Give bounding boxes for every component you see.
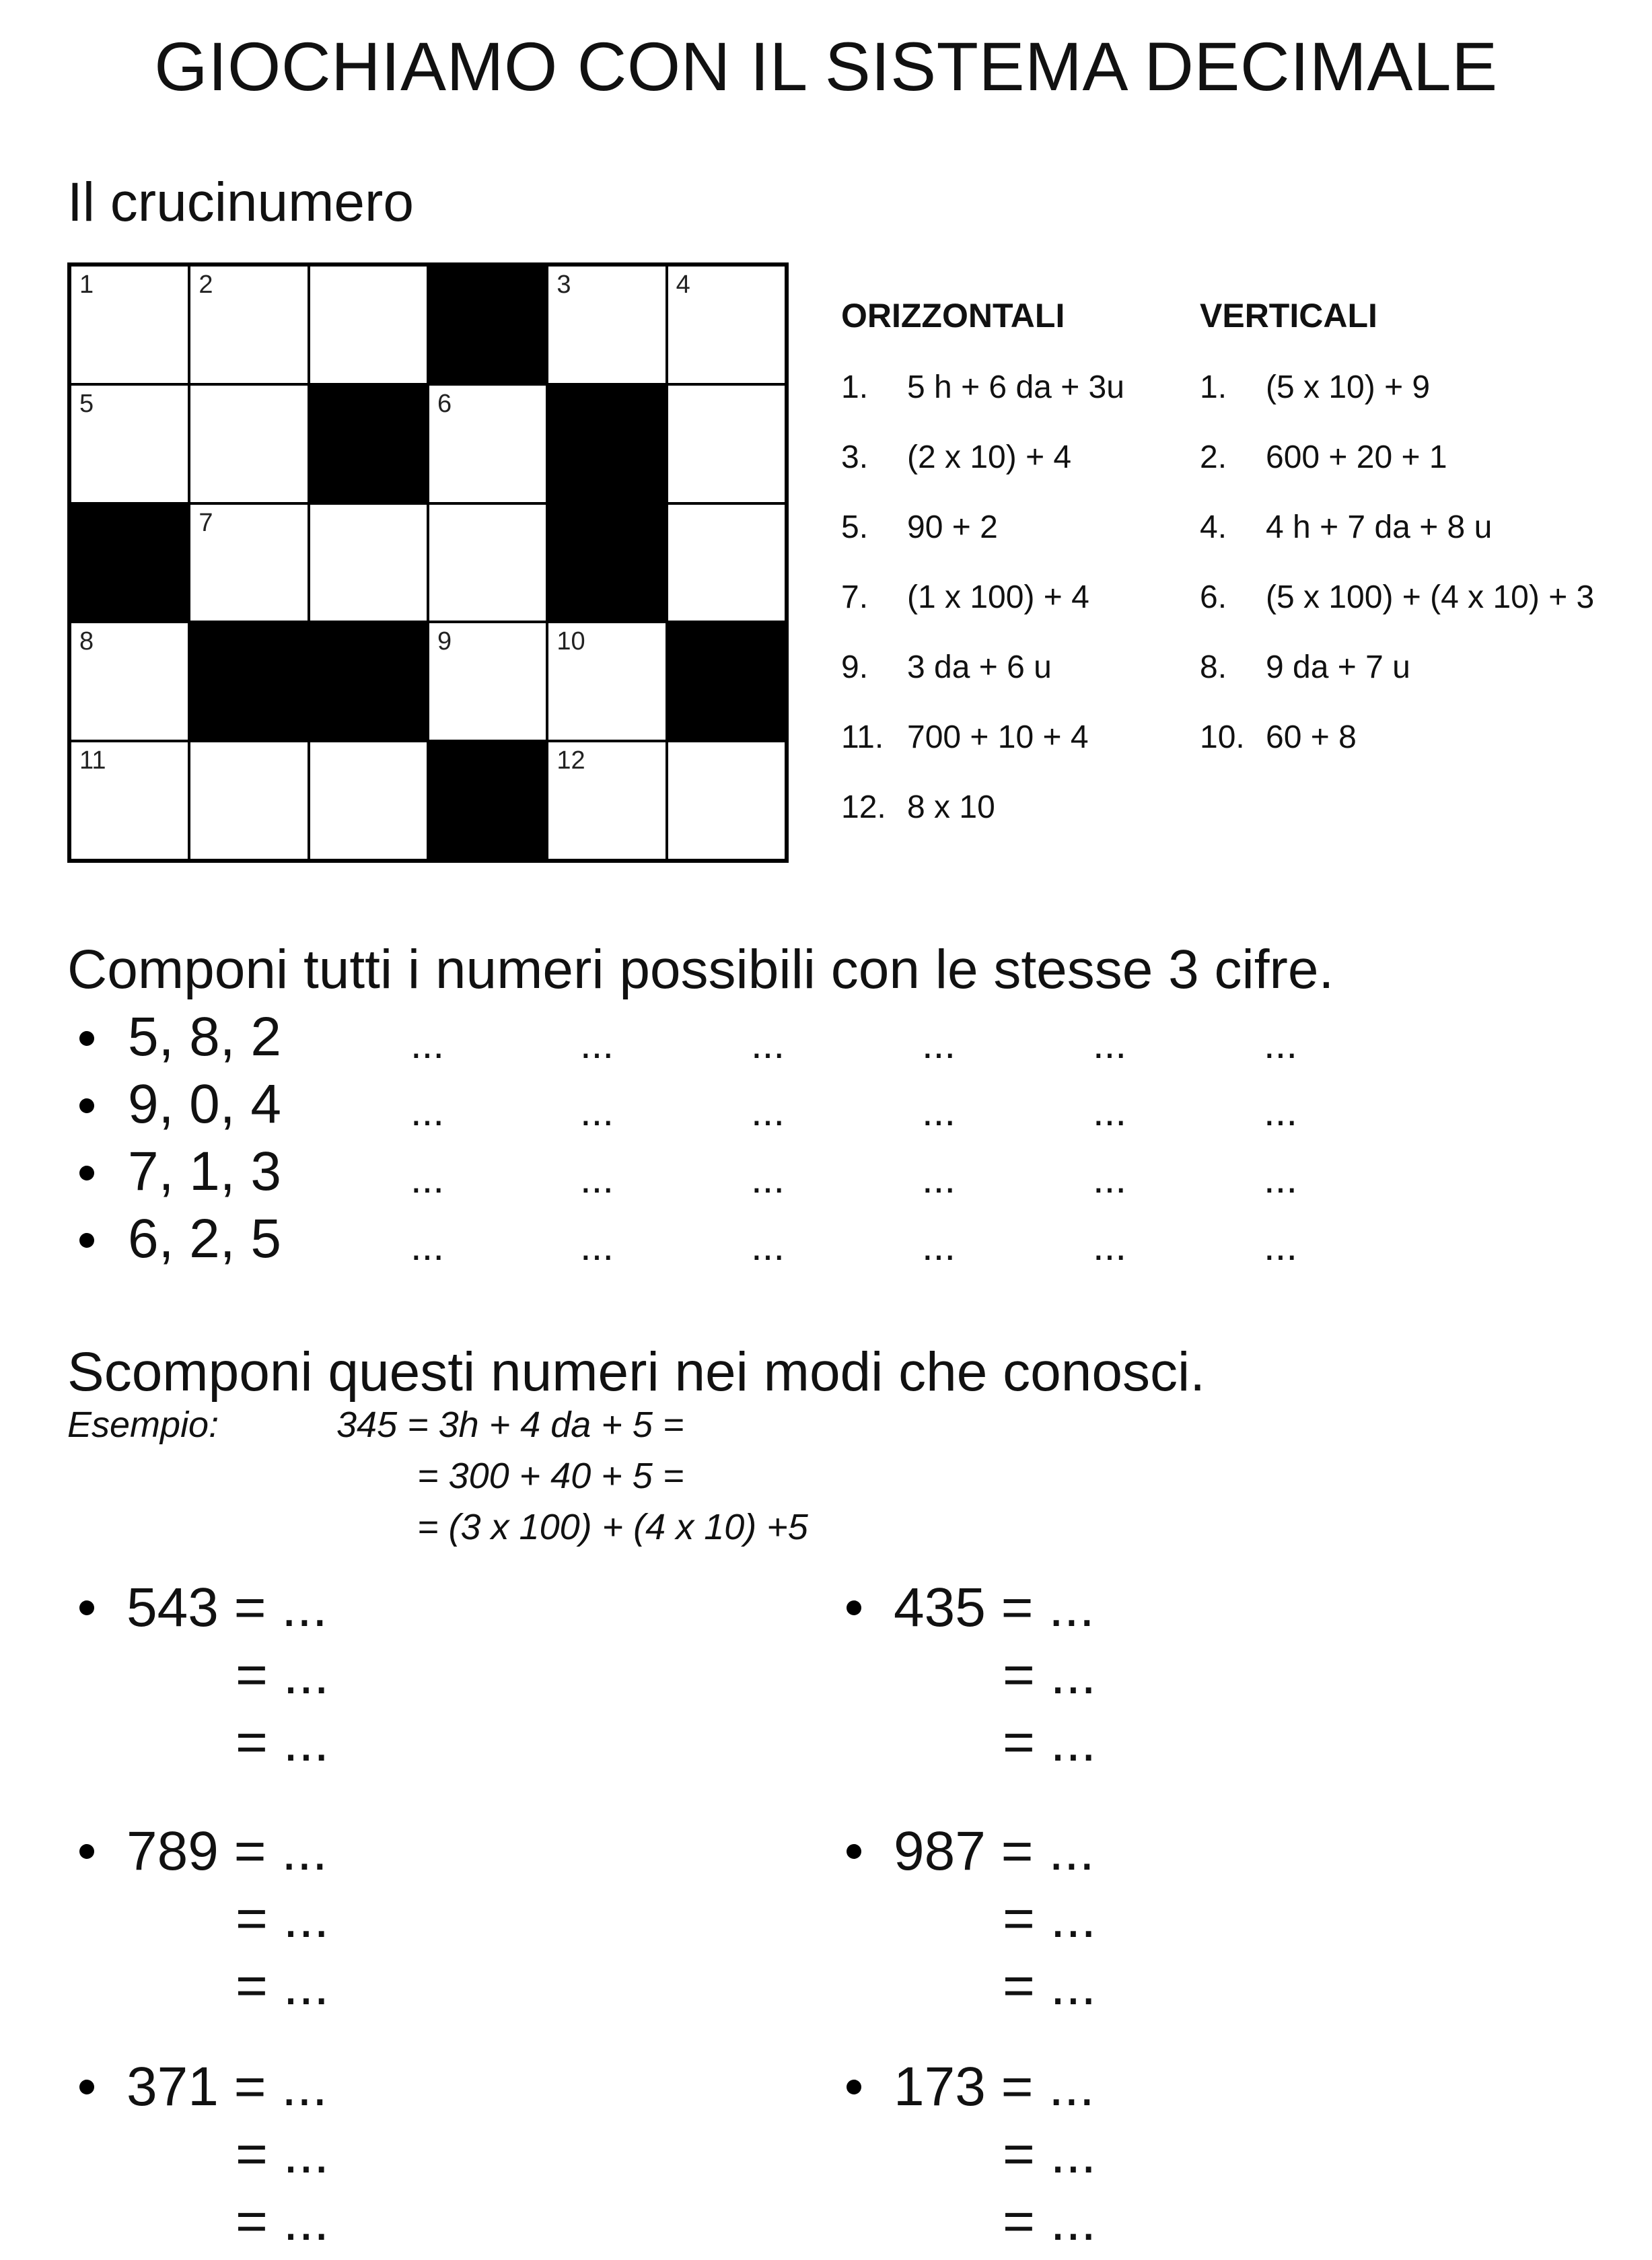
- decompose-number: 435 = ...: [894, 1577, 1095, 1638]
- clue-text: 700 + 10 + 4: [907, 719, 1089, 755]
- answer-blank[interactable]: ...: [751, 1089, 785, 1134]
- clue-number: 7.: [841, 579, 869, 615]
- crossword-cell[interactable]: [70, 741, 189, 860]
- crossword-black-cell: [428, 265, 547, 384]
- decompose-number: 789 = ...: [127, 1821, 328, 1882]
- answer-blank[interactable]: ...: [580, 1089, 614, 1134]
- decompose-number: 543 = ...: [127, 1577, 328, 1638]
- answer-blank[interactable]: ...: [751, 1022, 785, 1067]
- bullet-icon: [79, 1098, 94, 1113]
- clue-number: 2.: [1200, 439, 1227, 475]
- bullet-icon: [847, 2080, 861, 2094]
- crossword-cell[interactable]: [189, 384, 308, 503]
- answer-blank[interactable]: ...: [1264, 1022, 1298, 1067]
- crossword-cell[interactable]: [70, 265, 189, 384]
- decompose-blank[interactable]: = ...: [1003, 1955, 1097, 2016]
- across-heading: ORIZZONTALI: [841, 297, 1065, 334]
- cell-number: 4: [676, 271, 690, 299]
- cell-number: 3: [556, 271, 571, 299]
- clue-item: [1200, 579, 1594, 616]
- clue-item: [1200, 649, 1410, 686]
- clue-text: 4 h + 7 da + 8 u: [1266, 509, 1493, 545]
- crossword-black-cell: [309, 622, 428, 741]
- cell-number: 11: [79, 746, 106, 775]
- crossword-black-cell: [189, 622, 308, 741]
- decompose-heading: Scomponi questi numeri nei modi che conosci.: [67, 1341, 1205, 1403]
- clue-text: 8 x 10: [907, 789, 995, 825]
- page-title: GIOCHIAMO CON IL SISTEMA DECIMALE: [154, 28, 1498, 105]
- crossword-cell[interactable]: [309, 503, 428, 623]
- answer-blank[interactable]: ...: [922, 1224, 956, 1269]
- clue-item: [1200, 439, 1447, 476]
- clue-text: (2 x 10) + 4: [907, 439, 1072, 475]
- decompose-blank[interactable]: = ...: [236, 2191, 330, 2252]
- bullet-icon: [79, 1844, 94, 1859]
- decompose-blank[interactable]: = ...: [1003, 1888, 1097, 1949]
- answer-blank[interactable]: ...: [751, 1156, 785, 1201]
- crossword-cell[interactable]: [189, 265, 308, 384]
- digit-set: 7, 1, 3: [128, 1141, 281, 1202]
- crossword-black-cell: [667, 622, 786, 741]
- clue-number: 3.: [841, 439, 869, 475]
- clue-item: [841, 439, 1071, 476]
- cell-number: 5: [79, 389, 94, 418]
- cell-number: 12: [556, 746, 585, 775]
- clue-number: 5.: [841, 509, 869, 545]
- crossword-cell[interactable]: [428, 503, 547, 623]
- clue-item: [841, 369, 1124, 406]
- crossword-cell[interactable]: [189, 741, 308, 860]
- clue-number: 1.: [1200, 369, 1227, 405]
- answer-blank[interactable]: ...: [410, 1156, 445, 1201]
- answer-blank[interactable]: ...: [580, 1022, 614, 1067]
- answer-blank[interactable]: ...: [1093, 1156, 1127, 1201]
- decompose-blank[interactable]: = ...: [236, 2123, 330, 2185]
- example-line: 345 = 3h + 4 da + 5 =: [336, 1405, 684, 1445]
- compose-heading: Componi tutti i numeri possibili con le stesse 3 cifre.: [67, 939, 1334, 1000]
- decompose-number: 371 = ...: [127, 2056, 328, 2117]
- cell-number: 9: [437, 627, 452, 656]
- bullet-icon: [847, 1844, 861, 1859]
- bullet-icon: [79, 1031, 94, 1046]
- decompose-blank[interactable]: = ...: [236, 1711, 330, 1773]
- cell-number: 8: [79, 627, 94, 656]
- clue-text: 60 + 8: [1266, 719, 1357, 755]
- crossword-black-cell: [547, 384, 666, 503]
- cell-number: 7: [199, 508, 213, 537]
- clue-number: 6.: [1200, 579, 1227, 615]
- crossword-grid: [67, 262, 789, 863]
- clue-text: 600 + 20 + 1: [1266, 439, 1447, 475]
- crossword-cell[interactable]: [70, 622, 189, 741]
- crossword-cell[interactable]: [428, 384, 547, 503]
- answer-blank[interactable]: ...: [1264, 1156, 1298, 1201]
- decompose-blank[interactable]: = ...: [236, 1955, 330, 2016]
- example-line: = (3 x 100) + (4 x 10) +5: [417, 1507, 808, 1547]
- crossword-cell[interactable]: [667, 503, 786, 623]
- crossword-cell[interactable]: [309, 265, 428, 384]
- clue-text: (5 x 10) + 9: [1266, 369, 1431, 405]
- answer-blank[interactable]: ...: [410, 1022, 445, 1067]
- clue-item: [841, 509, 998, 546]
- answer-blank[interactable]: ...: [1264, 1089, 1298, 1134]
- example-label: Esempio:: [67, 1405, 219, 1445]
- answer-blank[interactable]: ...: [1093, 1224, 1127, 1269]
- clue-number: 12.: [841, 789, 886, 825]
- clue-item: [1200, 369, 1430, 406]
- crossword-cell[interactable]: [667, 741, 786, 860]
- bullet-icon: [79, 2080, 94, 2094]
- clue-number: 1.: [841, 369, 869, 405]
- clue-item: [841, 579, 1089, 616]
- crossword-black-cell: [309, 384, 428, 503]
- digit-set: 9, 0, 4: [128, 1073, 281, 1135]
- crossword-cell[interactable]: [309, 741, 428, 860]
- crossword-cell[interactable]: [70, 384, 189, 503]
- clue-number: 4.: [1200, 509, 1227, 545]
- answer-blank[interactable]: ...: [580, 1156, 614, 1201]
- clue-item: [841, 719, 1089, 756]
- bullet-icon: [79, 1233, 94, 1248]
- bullet-icon: [847, 1600, 861, 1615]
- cell-number: 10: [556, 627, 585, 656]
- crossword-cell[interactable]: [667, 265, 786, 384]
- crossword-cell[interactable]: [667, 384, 786, 503]
- clue-text: (5 x 100) + (4 x 10) + 3: [1266, 579, 1595, 615]
- crossword-cell[interactable]: [547, 265, 666, 384]
- answer-blank[interactable]: ...: [410, 1224, 445, 1269]
- answer-blank[interactable]: ...: [922, 1022, 956, 1067]
- bullet-icon: [79, 1166, 94, 1180]
- clue-text: 9 da + 7 u: [1266, 649, 1410, 685]
- answer-blank[interactable]: ...: [410, 1089, 445, 1134]
- crossword-cell[interactable]: [547, 622, 666, 741]
- clue-item: [1200, 509, 1492, 546]
- decompose-number: 987 = ...: [894, 1821, 1095, 1882]
- decompose-blank[interactable]: = ...: [236, 1888, 330, 1949]
- digit-set: 6, 2, 5: [128, 1208, 281, 1269]
- answer-blank[interactable]: ...: [580, 1224, 614, 1269]
- answer-blank[interactable]: ...: [1093, 1022, 1127, 1067]
- clue-item: [841, 649, 1052, 686]
- crossword-cell[interactable]: [189, 503, 308, 623]
- answer-blank[interactable]: ...: [922, 1156, 956, 1201]
- decompose-blank[interactable]: = ...: [1003, 1644, 1097, 1705]
- clue-text: (1 x 100) + 4: [907, 579, 1089, 615]
- clue-number: 10.: [1200, 719, 1245, 755]
- clue-text: 3 da + 6 u: [907, 649, 1052, 685]
- clue-text: 5 h + 6 da + 3u: [907, 369, 1124, 405]
- decompose-blank[interactable]: = ...: [1003, 2123, 1097, 2185]
- down-heading: VERTICALI: [1200, 297, 1377, 334]
- clue-item: [1200, 719, 1357, 756]
- answer-blank[interactable]: ...: [1093, 1089, 1127, 1134]
- clue-number: 8.: [1200, 649, 1227, 685]
- decompose-blank[interactable]: = ...: [236, 1644, 330, 1705]
- example-line: = 300 + 40 + 5 =: [417, 1456, 684, 1496]
- cell-number: 1: [79, 271, 94, 299]
- crossword-black-cell: [547, 503, 666, 623]
- answer-blank[interactable]: ...: [922, 1089, 956, 1134]
- answer-blank[interactable]: ...: [1264, 1224, 1298, 1269]
- clue-item: [841, 789, 995, 826]
- crossword-cell[interactable]: [428, 622, 547, 741]
- crossword-black-cell: [428, 741, 547, 860]
- crossword-black-cell: [70, 503, 189, 623]
- digit-set: 5, 8, 2: [128, 1006, 281, 1067]
- decompose-blank[interactable]: = ...: [1003, 1711, 1097, 1773]
- clue-text: 90 + 2: [907, 509, 998, 545]
- decompose-blank[interactable]: = ...: [1003, 2191, 1097, 2252]
- answer-blank[interactable]: ...: [751, 1224, 785, 1269]
- cell-number: 2: [199, 271, 213, 299]
- decompose-number: 173 = ...: [894, 2056, 1095, 2117]
- crossword-heading: Il crucinumero: [67, 172, 414, 233]
- bullet-icon: [79, 1600, 94, 1615]
- crossword-cell[interactable]: [547, 741, 666, 860]
- clue-number: 11.: [841, 719, 884, 755]
- clue-number: 9.: [841, 649, 869, 685]
- cell-number: 6: [437, 389, 452, 418]
